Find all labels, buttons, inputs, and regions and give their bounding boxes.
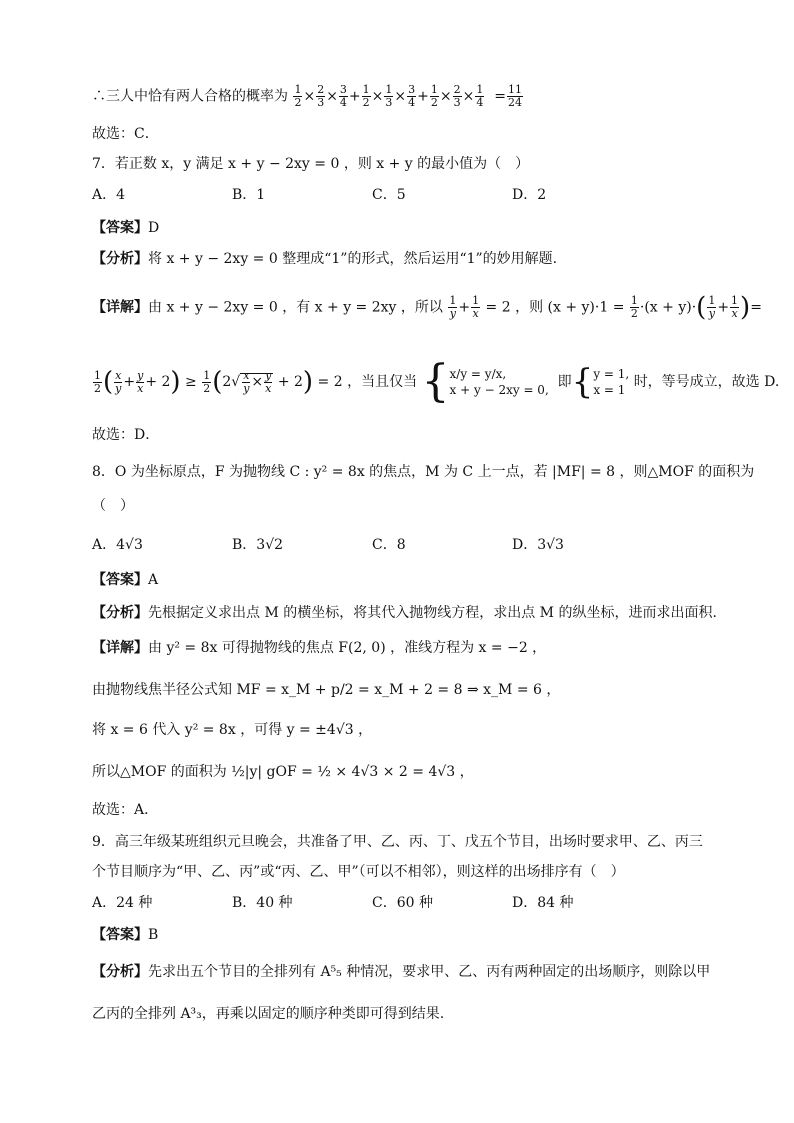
q7-option-b: B．1: [232, 187, 266, 203]
question-7: 7．若正数 x，y 满足 x + y − 2xy = 0 ，则 x + y 的最小值为（ ）: [92, 156, 530, 172]
q7-end: 故选：D．: [92, 427, 160, 443]
q8-option-a: A．4√3: [92, 537, 143, 553]
answer-tag: 【答案】: [92, 220, 148, 236]
q8-detail-line2: 由抛物线焦半径公式知 MF = x_M + p/2 = x_M + 2 = 8 ⇒ x_M = 6 ，: [92, 682, 561, 698]
q8-option-b: B．3√2: [232, 537, 284, 553]
question-8-paren: （ ）: [92, 498, 134, 514]
q7-detail-line2: $\frac{1}{2}$ ( $\frac{x}{y}$ + $\frac{y}{x}$ + 2) ≥ $\frac{1}{2}$ (2√ $\frac{x}{y}$ × $\frac{y}{x}$ + 2) = 2 ，当且仅当 { x/y = y/x, x + y − 2xy = 0, 即{ y = 1, x = 1 时，等号成立，故选 D.: [94, 356, 780, 407]
fraction: $\frac{1}{3}$: [385, 83, 393, 109]
fraction: $\frac{1}{x}$: [472, 294, 480, 320]
question-8: 8．O 为坐标原点，F 为抛物线 C : y² = 8x 的焦点，M 为 C 上一点，若 |MF| = 8 ，则△MOF 的面积为: [92, 464, 755, 480]
answer-value: D: [148, 220, 160, 236]
probability-text: ∴三人中恰有两人合格的概率为: [92, 88, 288, 105]
fraction: $\frac{1}{2}$: [430, 83, 438, 109]
answer-line: 故选：C．: [92, 126, 159, 142]
fraction: $\frac{2}{3}$: [317, 83, 325, 109]
q8-end: 故选：A．: [92, 802, 159, 818]
q8-option-d: D．3√3: [512, 537, 564, 553]
analysis-tag: 【分析】: [92, 964, 148, 980]
detail-text: 由 y² = 8x 可得抛物线的焦点 F(2, 0) ，准线方程为 x = −2 ，: [148, 640, 547, 656]
equation-system: y = 1, x = 1: [593, 367, 630, 397]
q8-option-c: C．8: [372, 537, 406, 553]
detail-text: + 2: [145, 374, 171, 390]
analysis-tag: 【分析】: [92, 605, 148, 621]
q7-analysis: [92, 249, 557, 269]
probability-line: ∴三人中恰有两人合格的概率为 $\frac{1}{2}$ × $\frac{2}{3}$ × $\frac{3}{4}$ + $\frac{1}{2}$ × $\frac{1}{3}$ × $\frac{3}{4}$ + $\frac{1}{2}$ × $\frac{2}{3}$ × $\frac{1}{4}$ = $\frac{11}{24}$: [92, 83, 522, 109]
q8-answer: [92, 570, 158, 590]
q8-detail-line4: 所以△MOF 的面积为 ½|y| gOF = ½ × 4√3 × 2 = 4√3 ，: [92, 764, 474, 780]
detail-text: = 2 ，当且仅当: [317, 374, 418, 390]
fraction: $\frac{1}{2}$: [94, 368, 101, 395]
q9-analysis: [92, 962, 710, 982]
fraction: $\frac{1}{2}$: [362, 83, 370, 109]
brace: {: [571, 362, 594, 402]
fraction: $\frac{x}{y}$: [115, 368, 122, 395]
fraction: $\frac{y}{x}$: [137, 368, 144, 395]
result-fraction: $\frac{11}{24}$: [507, 83, 522, 109]
analysis-text: 将 x + y − 2xy = 0 整理成“1”的形式，然后运用“1”的妙用解题.: [148, 251, 558, 267]
answer-value: A: [148, 572, 159, 588]
detail-text: 时，等号成立，故选 D.: [633, 374, 780, 390]
q7-option-d: D．2: [512, 187, 547, 203]
detail-text: = 2 ，则 (x + y)·1 =: [485, 299, 625, 316]
q7-answer: [92, 218, 159, 238]
q9-option-d: D．84 种: [512, 895, 574, 911]
fraction: $\frac{3}{4}$: [408, 83, 416, 109]
q7-detail: 【详解】由 x + y − 2xy = 0 ，有 x + y = 2xy ，所以 $\frac{1}{y}$ + $\frac{1}{x}$ = 2 ，则 (x + y)·1 = $\frac{1}{2}$ ·(x + y)·( $\frac{1}{y}$ + $\frac{1}{x}$ )=: [92, 292, 762, 323]
brace: {: [421, 356, 450, 407]
question-9-line1: 9．高三年级某班组织元旦晚会，共准备了甲、乙、丙、丁、戊五个节目，出场时要求甲、乙、丙三: [92, 834, 703, 850]
analysis-tag: 【分析】: [92, 251, 148, 267]
answer-tag: 【答案】: [92, 927, 148, 943]
analysis-text: 先根据定义求出点 M 的横坐标，将其代入抛物线方程，求出点 M 的纵坐标，进而求出面积.: [148, 605, 717, 621]
q9-option-b: B．40 种: [232, 895, 293, 911]
q8-detail-line3: 将 x = 6 代入 y² = 8x ，可得 y = ±4√3 ，: [92, 722, 373, 738]
detail-tag: 【详解】: [92, 640, 148, 656]
fraction: $\frac{1}{2}$: [630, 294, 638, 320]
fraction: $\frac{1}{x}$: [731, 294, 739, 320]
fraction: $\frac{1}{y}$: [708, 294, 716, 320]
fraction: $\frac{1}{2}$: [294, 83, 302, 109]
q7-option-c: C．5: [372, 187, 406, 203]
detail-text: =: [750, 299, 762, 316]
fraction: $\frac{2}{3}$: [453, 83, 461, 109]
fraction: $\frac{1}{y}$: [449, 294, 457, 320]
answer-tag: 【答案】: [92, 572, 148, 588]
fraction: $\frac{1}{2}$: [203, 368, 211, 395]
q7-option-a: A．4: [92, 187, 126, 203]
q9-option-a: A．24 种: [92, 895, 153, 911]
equation-system: x/y = y/x, x + y − 2xy = 0,: [449, 367, 549, 397]
fraction: $\frac{1}{4}$: [476, 83, 484, 109]
q9-analysis-line2: 乙丙的全排列 A³₃，再乘以固定的顺序种类即可得到结果.: [92, 1006, 445, 1022]
q9-option-c: C．60 种: [372, 895, 433, 911]
detail-text: 即: [557, 374, 572, 390]
q8-detail: [92, 638, 546, 658]
question-9-line2: 个节目顺序为“甲、乙、丙”或“丙、乙、甲”（可以不相邻），则这样的出场排序有（ ）: [92, 864, 625, 880]
detail-text: 由 x + y − 2xy = 0 ，有 x + y = 2xy ，所以: [148, 299, 443, 316]
q9-answer: [92, 925, 158, 945]
analysis-text: 先求出五个节目的全排列有 A⁵₅ 种情况，要求甲、乙、丙有两种固定的出场顺序，则除以甲: [148, 964, 711, 980]
detail-tag: 【详解】: [92, 299, 148, 316]
fraction: $\frac{3}{4}$: [339, 83, 347, 109]
detail-text: ·(x + y)·: [639, 299, 697, 316]
detail-text: ≥: [185, 374, 197, 390]
q8-analysis: [92, 603, 717, 623]
answer-value: B: [148, 927, 159, 943]
